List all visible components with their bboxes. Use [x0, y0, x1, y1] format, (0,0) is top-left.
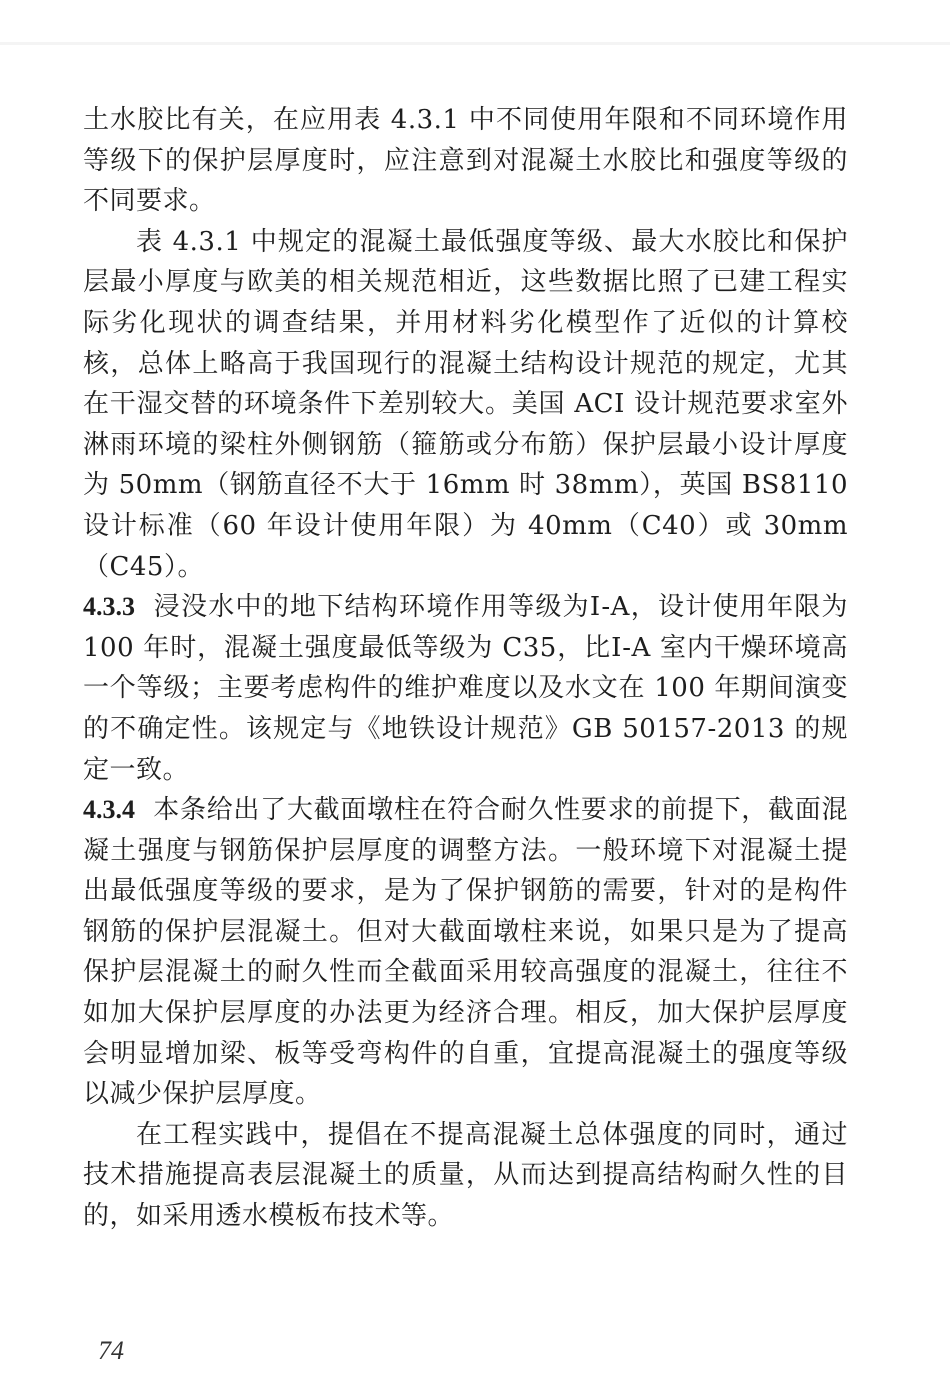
paragraph-text: 在工程实践中，提倡在不提高混凝土总体强度的同时，通过技术措施提高表层混凝土的质量，从而达到提高结构耐久性的目的，如采用透水模板布技术等。 [83, 1119, 848, 1232]
clause-text: 浸没水中的地下结构环境作用等级为Ⅰ-A，设计使用年限为 100 年时，混凝土强度最低等级为 C35，比Ⅰ-A 室内干燥环境高一个等级；主要考虑构件的维护难度以及水文在 100 年期间演变的不确定性。该规定与《地铁设计规范》GB 50157-2013 的规定一致。 [83, 592, 848, 785]
page-top-edge [0, 42, 950, 45]
paragraph-text: 土水胶比有关，在应用表 4.3.1 中不同使用年限和不同环境作用等级下的保护层厚度时，应注意到对混凝土水胶比和强度等级的不同要求。 [83, 105, 848, 217]
clause-4-3-4 [83, 790, 848, 1115]
paragraph-engineering-practice [83, 1115, 848, 1237]
paragraph-text: 表 4.3.1 中规定的混凝土最低强度等级、最大水胶比和保护层最小厚度与欧美的相关规范相近，这些数据比照了已建工程实际劣化现状的调查结果，并用材料劣化模型作了近似的计算校核，总体上略高于我国现行的混凝土结构设计规范的规定，尤其在干湿交替的环境条件下差别较大。美国 ACI 设计规范要求室外淋雨环境的梁柱外侧钢筋（箍筋或分布筋）保护层最小设计厚度为 50mm（钢筋直径不大于 16mm 时 38mm），英国 BS8110 设计标准（60 年设计使用年限）为 40mm（C40）或 30mm（C45）。 [83, 226, 848, 582]
clause-4-3-3 [83, 587, 848, 790]
clause-text: 本条给出了大截面墩柱在符合耐久性要求的前提下，截面混凝土强度与钢筋保护层厚度的调整方法。一般环境下对混凝土提出最低强度等级的要求，是为了保护钢筋的需要，针对的是构件钢筋的保护层混凝土。但对大截面墩柱来说，如果只是为了提高保护层混凝土的耐久性而全截面采用较高强度的混凝土，往往不如加大保护层厚度的办法更为经济合理。相反，加大保护层厚度会明显增加梁、板等受弯构件的自重，宜提高混凝土的强度等级以减少保护层厚度。 [83, 795, 848, 1110]
paragraph-table-comparison [83, 222, 848, 587]
clause-number: 4.3.4 [83, 795, 135, 825]
document-page [83, 100, 848, 1237]
page-number: 74 [98, 1336, 124, 1365]
clause-number: 4.3.3 [83, 592, 135, 622]
paragraph-continuation [83, 100, 848, 222]
